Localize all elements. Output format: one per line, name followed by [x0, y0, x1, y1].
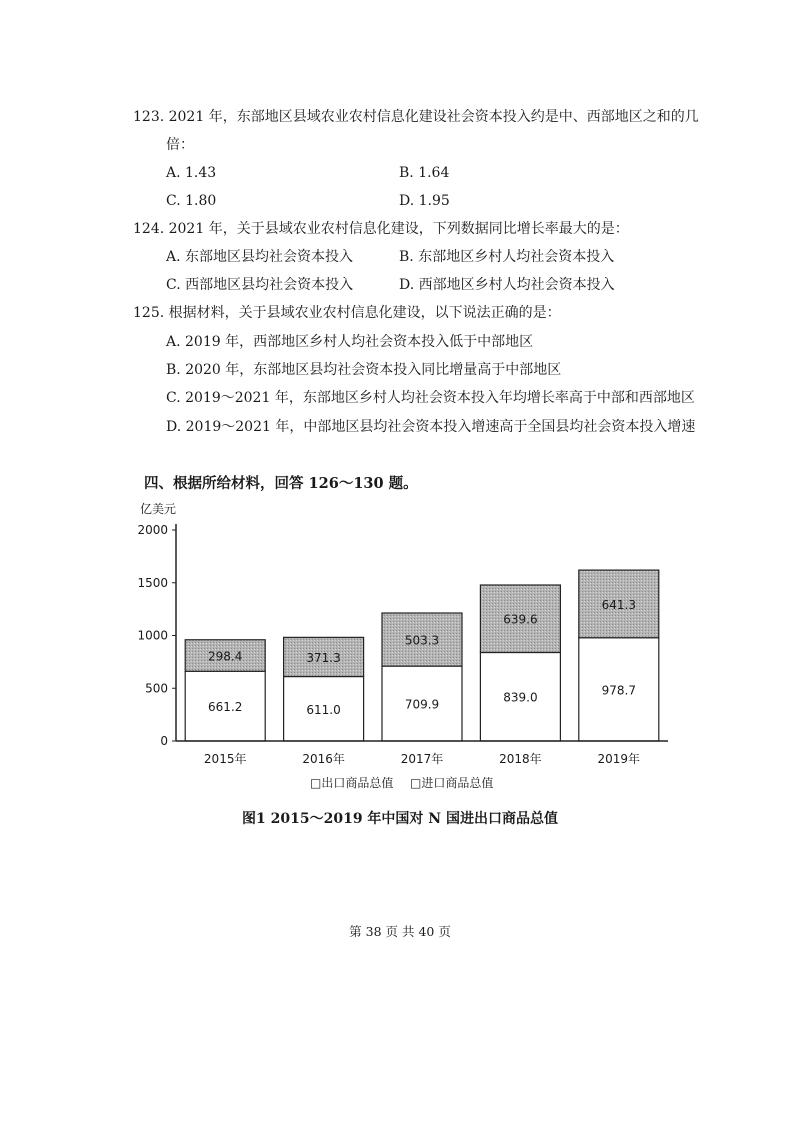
question-125-option-b: B. 2020 年，东部地区县均社会资本投入同比增量高于中部地区	[166, 362, 562, 378]
data-label-import: 298.4	[208, 649, 243, 664]
question-123-option-b: B. 1.64	[399, 165, 450, 181]
legend-entry-import: □进口商品总值	[410, 776, 494, 790]
y-tick-label: 2000	[137, 523, 168, 537]
question-123-stem-cont: 倍：	[166, 137, 194, 153]
question-123-option-c: C. 1.80	[166, 193, 217, 209]
data-label-export: 709.9	[404, 697, 440, 712]
y-tick-label: 0	[160, 734, 168, 748]
question-124-stem: 124. 2021 年，关于县域农业农村信息化建设，下列数据同比增长率最大的是：	[133, 221, 629, 237]
data-label-export: 611.0	[306, 702, 341, 717]
x-tick-label: 2015年	[203, 752, 247, 766]
x-axis	[176, 741, 668, 766]
question-125-option-c: C. 2019～2021 年，东部地区乡村人均社会资本投入年均增长率高于中部和西部地区	[166, 390, 695, 406]
question-124-option-b: B. 东部地区乡村人均社会资本投入	[399, 249, 615, 265]
data-label-export: 978.7	[601, 683, 636, 698]
x-tick-label: 2018年	[499, 752, 542, 766]
legend	[310, 775, 493, 790]
question-125-stem: 125. 根据材料，关于县域农业农村信息化建设，以下说法正确的是：	[133, 305, 561, 321]
y-tick-label: 500	[145, 681, 168, 696]
legend-entry-export: □出口商品总值	[310, 776, 394, 790]
y-axis	[137, 523, 176, 748]
question-123-option-a: A. 1.43	[166, 165, 217, 181]
y-axis-label: 亿美元	[140, 502, 177, 516]
question-123-stem: 123. 2021 年，东部地区县域农业农村信息化建设社会资本投入约是中、西部地区之和的几	[133, 109, 699, 125]
data-label-import: 503.3	[404, 633, 440, 648]
data-label-import: 641.3	[601, 597, 636, 612]
y-tick-label: 1500	[137, 575, 168, 590]
y-tick-label: 1000	[137, 628, 168, 643]
question-125-option-d: D. 2019～2021 年，中部地区县均社会资本投入增速高于全国县均社会资本投入增速	[166, 419, 696, 435]
question-124-option-c: C. 西部地区县均社会资本投入	[166, 277, 354, 293]
x-tick-label: 2017年	[400, 752, 444, 766]
question-123-option-d: D. 1.95	[399, 193, 450, 209]
chart-caption: 图1 2015～2019 年中国对 N 国进出口商品总值	[242, 811, 558, 827]
data-label-import: 371.3	[306, 650, 341, 665]
question-125-option-a: A. 2019 年，西部地区乡村人均社会资本投入低于中部地区	[166, 334, 534, 350]
question-124-option-a: A. 东部地区县均社会资本投入	[166, 249, 354, 265]
stacked-bar-chart	[120, 495, 680, 795]
page-footer: 第 38 页 共 40 页	[349, 924, 451, 939]
section-title: 四、根据所给材料，回答 126～130 题。	[144, 475, 418, 492]
data-label-export: 661.2	[208, 700, 243, 715]
bars-group	[185, 570, 659, 741]
x-tick-label: 2016年	[302, 752, 345, 766]
data-label-export: 839.0	[503, 690, 538, 705]
x-tick-label: 2019年	[597, 752, 641, 766]
data-label-import: 639.6	[503, 612, 538, 627]
question-124-option-d: D. 西部地区乡村人均社会资本投入	[399, 277, 615, 293]
